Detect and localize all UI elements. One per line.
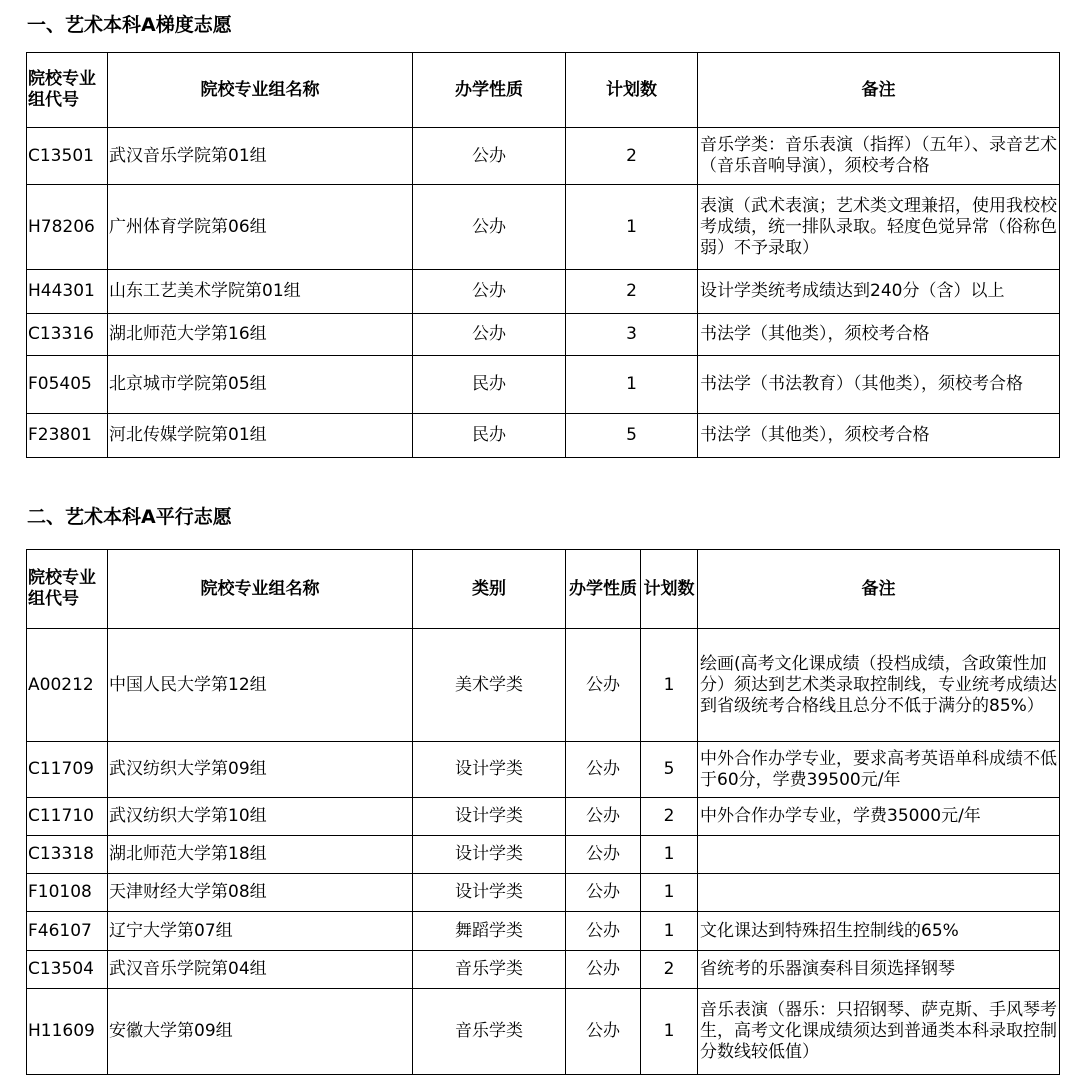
group-name-cell: 湖北师范大学第16组 xyxy=(108,314,413,356)
table-row xyxy=(27,912,1060,951)
group-name-cell: 武汉纺织大学第10组 xyxy=(108,798,413,836)
header-plan: 计划数 xyxy=(641,550,698,629)
note-cell: 书法学（其他类），须校考合格 xyxy=(698,314,1060,356)
plan-count-cell: 2 xyxy=(566,270,698,314)
group-name-cell: 北京城市学院第05组 xyxy=(108,356,413,414)
header-code: 院校专业组代号 xyxy=(27,550,108,629)
group-code-cell: F46107 xyxy=(27,912,108,951)
plan-count-cell: 1 xyxy=(641,989,698,1075)
group-code-cell: F10108 xyxy=(27,874,108,912)
nature-cell: 公办 xyxy=(566,989,641,1075)
nature-cell: 公办 xyxy=(566,836,641,874)
group-code-cell: C13504 xyxy=(27,951,108,989)
nature-cell: 公办 xyxy=(413,314,566,356)
group-name-cell: 天津财经大学第08组 xyxy=(108,874,413,912)
plan-count-cell: 5 xyxy=(641,742,698,798)
group-code-cell: C13318 xyxy=(27,836,108,874)
group-name-cell: 辽宁大学第07组 xyxy=(108,912,413,951)
note-cell xyxy=(698,836,1060,874)
category-cell: 美术学类 xyxy=(413,629,566,742)
note-cell: 音乐学类：音乐表演（指挥）（五年）、录音艺术（音乐音响导演），须校考合格 xyxy=(698,128,1060,185)
group-name-cell: 武汉音乐学院第04组 xyxy=(108,951,413,989)
nature-cell: 公办 xyxy=(566,629,641,742)
gradient-table xyxy=(26,52,1060,458)
table-header-row xyxy=(27,53,1060,128)
group-name-cell: 安徽大学第09组 xyxy=(108,989,413,1075)
header-name: 院校专业组名称 xyxy=(108,550,413,629)
group-code-cell: F05405 xyxy=(27,356,108,414)
group-name-cell: 武汉纺织大学第09组 xyxy=(108,742,413,798)
note-cell: 表演（武术表演；艺术类文理兼招，使用我校校考成绩，统一排队录取。轻度色觉异常（俗称色弱）不予录取） xyxy=(698,185,1060,270)
plan-count-cell: 2 xyxy=(566,128,698,185)
group-code-cell: C11709 xyxy=(27,742,108,798)
note-cell: 中外合作办学专业，学费35000元/年 xyxy=(698,798,1060,836)
nature-cell: 民办 xyxy=(413,356,566,414)
group-name-cell: 山东工艺美术学院第01组 xyxy=(108,270,413,314)
nature-cell: 公办 xyxy=(566,742,641,798)
table-header-row xyxy=(27,550,1060,629)
note-cell: 音乐表演（器乐：只招钢琴、萨克斯、手风琴考生，高考文化课成绩须达到普通类本科录取控制分数线较低值） xyxy=(698,989,1060,1075)
plan-count-cell: 1 xyxy=(641,836,698,874)
nature-cell: 公办 xyxy=(566,874,641,912)
plan-count-cell: 1 xyxy=(566,356,698,414)
group-code-cell: C13501 xyxy=(27,128,108,185)
plan-count-cell: 1 xyxy=(641,629,698,742)
note-cell: 设计学类统考成绩达到240分（含）以上 xyxy=(698,270,1060,314)
nature-cell: 公办 xyxy=(413,185,566,270)
table-row xyxy=(27,629,1060,742)
header-nature: 办学性质 xyxy=(413,53,566,128)
note-cell: 绘画(高考文化课成绩（投档成绩，含政策性加分）须达到艺术类录取控制线，专业统考成绩达到省级统考合格线且总分不低于满分的85%） xyxy=(698,629,1060,742)
group-code-cell: H11609 xyxy=(27,989,108,1075)
group-code-cell: C11710 xyxy=(27,798,108,836)
section2-title: 二、艺术本科A平行志愿 xyxy=(27,506,232,528)
group-code-cell: H78206 xyxy=(27,185,108,270)
header-nature: 办学性质 xyxy=(566,550,641,629)
category-cell: 设计学类 xyxy=(413,874,566,912)
table-row xyxy=(27,742,1060,798)
nature-cell: 公办 xyxy=(566,912,641,951)
table-row xyxy=(27,874,1060,912)
group-name-cell: 广州体育学院第06组 xyxy=(108,185,413,270)
group-name-cell: 湖北师范大学第18组 xyxy=(108,836,413,874)
section1-title: 一、艺术本科A梯度志愿 xyxy=(27,14,232,36)
group-code-cell: C13316 xyxy=(27,314,108,356)
table-row xyxy=(27,128,1060,185)
table-row xyxy=(27,185,1060,270)
category-cell: 设计学类 xyxy=(413,798,566,836)
plan-count-cell: 1 xyxy=(641,874,698,912)
group-name-cell: 河北传媒学院第01组 xyxy=(108,414,413,458)
nature-cell: 公办 xyxy=(566,951,641,989)
plan-count-cell: 3 xyxy=(566,314,698,356)
header-code: 院校专业组代号 xyxy=(27,53,108,128)
group-name-cell: 中国人民大学第12组 xyxy=(108,629,413,742)
table-row xyxy=(27,314,1060,356)
group-code-cell: F23801 xyxy=(27,414,108,458)
plan-count-cell: 2 xyxy=(641,798,698,836)
category-cell: 设计学类 xyxy=(413,836,566,874)
note-cell: 书法学（其他类），须校考合格 xyxy=(698,414,1060,458)
note-cell: 省统考的乐器演奏科目须选择钢琴 xyxy=(698,951,1060,989)
header-plan: 计划数 xyxy=(566,53,698,128)
plan-count-cell: 5 xyxy=(566,414,698,458)
parallel-table xyxy=(26,549,1060,1075)
category-cell: 音乐学类 xyxy=(413,989,566,1075)
group-code-cell: H44301 xyxy=(27,270,108,314)
header-note: 备注 xyxy=(698,550,1060,629)
note-cell: 中外合作办学专业，要求高考英语单科成绩不低于60分，学费39500元/年 xyxy=(698,742,1060,798)
category-cell: 舞蹈学类 xyxy=(413,912,566,951)
table-row xyxy=(27,270,1060,314)
plan-count-cell: 1 xyxy=(641,912,698,951)
table-row xyxy=(27,798,1060,836)
table-row xyxy=(27,414,1060,458)
header-note: 备注 xyxy=(698,53,1060,128)
header-category: 类别 xyxy=(413,550,566,629)
plan-count-cell: 2 xyxy=(641,951,698,989)
header-name: 院校专业组名称 xyxy=(108,53,413,128)
nature-cell: 公办 xyxy=(413,270,566,314)
category-cell: 音乐学类 xyxy=(413,951,566,989)
category-cell: 设计学类 xyxy=(413,742,566,798)
table-row xyxy=(27,356,1060,414)
plan-count-cell: 1 xyxy=(566,185,698,270)
nature-cell: 公办 xyxy=(566,798,641,836)
note-cell: 文化课达到特殊招生控制线的65% xyxy=(698,912,1060,951)
table-row xyxy=(27,836,1060,874)
group-name-cell: 武汉音乐学院第01组 xyxy=(108,128,413,185)
group-code-cell: A00212 xyxy=(27,629,108,742)
table-row xyxy=(27,951,1060,989)
table-row xyxy=(27,989,1060,1075)
note-cell: 书法学（书法教育）（其他类），须校考合格 xyxy=(698,356,1060,414)
nature-cell: 民办 xyxy=(413,414,566,458)
nature-cell: 公办 xyxy=(413,128,566,185)
note-cell xyxy=(698,874,1060,912)
